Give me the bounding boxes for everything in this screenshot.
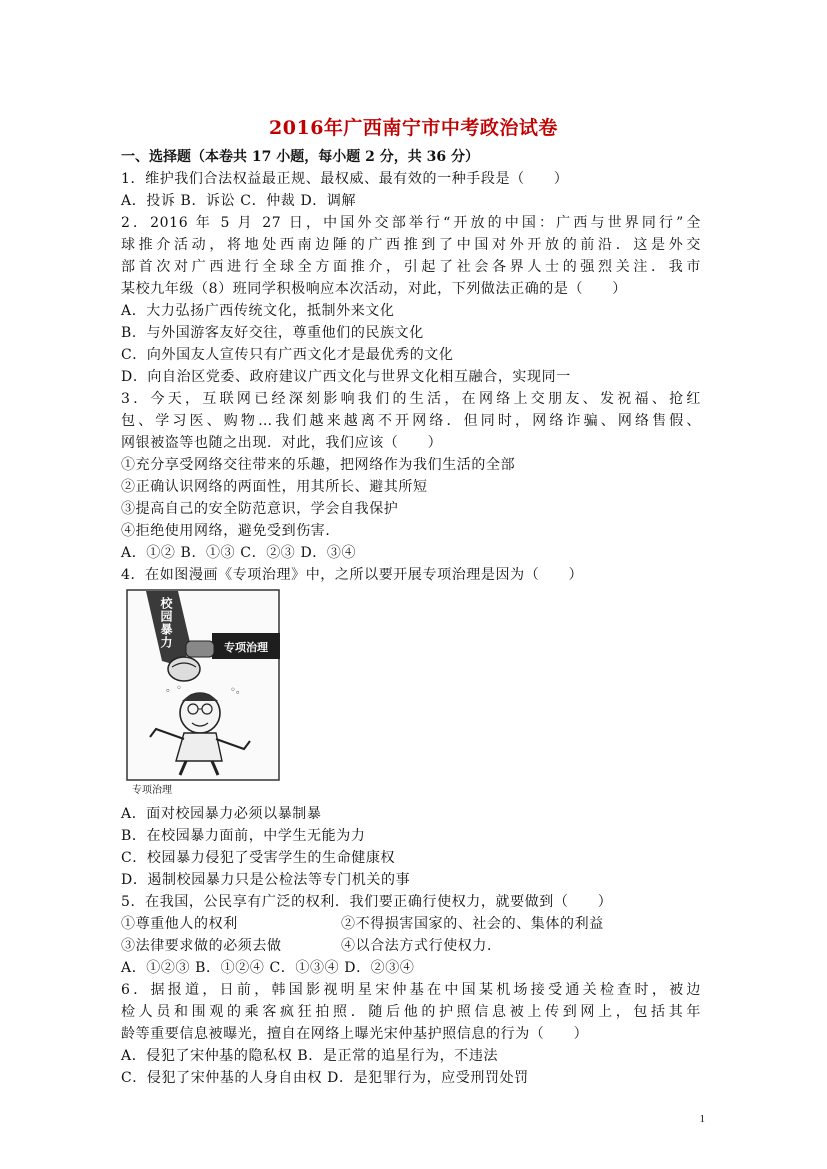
page-number: 1 xyxy=(699,1113,705,1125)
cartoon-image xyxy=(126,589,280,797)
question-2-option-d: D．向自治区党委、政府建议广西文化与世界文化相互融合，实现同一 xyxy=(121,369,571,385)
question-1-options: A．投诉 B．诉讼 C．仲裁 D．调解 xyxy=(121,193,357,209)
question-2-line: 球推介活动，将地处西南边陲的广西推到了中国对外开放的前沿．这是外交 xyxy=(121,237,701,253)
question-3-line: 网银被盗等也随之出现．对此，我们应该（ ） xyxy=(121,435,443,451)
question-5-options: A．①②③ B．①②④ C．①③④ D．②③④ xyxy=(121,960,415,976)
question-3-line: 3．今天，互联网已经深刻影响我们的生活，在网络上交朋友、发祝福、抢红 xyxy=(121,391,701,407)
question-2-line: 某校九年级（8）班同学积极响应本次活动，对此，下列做法正确的是（ ） xyxy=(121,281,627,297)
question-2-line: 2．2016 年 5 月 27 日，中国外交部举行“开放的中国：广西与世界同行”全 xyxy=(121,215,701,231)
page-title: 2016年广西南宁市中考政治试卷 xyxy=(269,117,558,139)
question-6-line: 6．据报道，日前，韩国影视明星宋仲基在中国某机场接受通关检查时，被边 xyxy=(121,982,701,998)
question-5-item: ③法律要求做的必须去做 xyxy=(121,938,282,954)
question-4-option-b: B．在校园暴力面前，中学生无能为力 xyxy=(121,828,366,844)
question-6-line: 龄等重要信息被曝光，擅自在网络上曝光宋仲基护照信息的行为（ ） xyxy=(121,1026,589,1042)
question-3-item: ④拒绝使用网络，避免受到伤害． xyxy=(121,523,340,539)
question-2-option-b: B．与外国游客友好交往，尊重他们的民族文化 xyxy=(121,325,424,341)
question-3-line: 包、学习医、购物…我们越来越离不开网络．但同时，网络诈骗、网络售假、 xyxy=(121,413,701,429)
cartoon-sign-text: 专项治理 xyxy=(224,641,268,654)
question-6-line: 检人员和围观的乘客疯狂拍照．随后他的护照信息被上传到网上，包括其年 xyxy=(121,1004,701,1020)
question-6-options: C．侵犯了宋仲基的人身自由权 D．是犯罪行为，应受刑罚处罚 xyxy=(121,1070,529,1086)
question-2-line: 部首次对广西进行全球全方面推介，引起了社会各界人士的强烈关注．我市 xyxy=(121,259,701,275)
question-5-items-row xyxy=(121,935,701,957)
question-5-items-row xyxy=(121,913,701,935)
question-5-item: ④以合法方式行使权力． xyxy=(341,938,502,954)
question-3-item: ③提高自己的安全防范意识，学会自我保护 xyxy=(121,501,399,517)
question-2-option-c: C．向外国友人宣传只有广西文化才是最优秀的文化 xyxy=(121,347,454,363)
question-3-item: ①充分享受网络交往带来的乐趣，把网络作为我们生活的全部 xyxy=(121,457,516,473)
question-5-item: ②不得损害国家的、社会的、集体的利益 xyxy=(341,916,604,932)
question-6-options: A．侵犯了宋仲基的隐私权 B．是正常的追星行为，不违法 xyxy=(121,1048,499,1064)
question-4-option-c: C．校园暴力侵犯了受害学生的生命健康权 xyxy=(121,850,396,866)
svg-text:◦。: ◦。 xyxy=(230,685,246,696)
svg-text:。◦: 。◦ xyxy=(166,683,182,694)
svg-text:校园暴力: 校园暴力 xyxy=(159,597,173,649)
question-4-option-a: A．面对校园暴力必须以暴制暴 xyxy=(121,806,322,822)
cartoon-arm-label xyxy=(159,596,173,649)
question-3-options: A．①② B．①③ C．②③ D．③④ xyxy=(121,545,357,561)
question-4-stem: 4．在如图漫画《专项治理》中，之所以要开展专项治理是因为（ ） xyxy=(121,567,584,583)
exam-content xyxy=(121,147,701,1089)
question-2-option-a: A．大力弘扬广西传统文化，抵制外来文化 xyxy=(121,303,395,319)
question-4-option-d: D．遏制校园暴力只是公检法等专门机关的事 xyxy=(121,872,411,888)
question-5-item: ①尊重他人的权利 xyxy=(121,916,238,932)
cartoon-caption: 专项治理 xyxy=(132,785,172,796)
question-1-stem: 1．维护我们合法权益最正规、最权威、最有效的一种手段是（ ） xyxy=(121,171,569,187)
question-3-item: ②正确认识网络的两面性，用其所长、避其所短 xyxy=(121,479,428,495)
section-heading: 一、选择题（本卷共 17 小题，每小题 2 分，共 36 分） xyxy=(121,149,479,165)
question-5-stem: 5．在我国，公民享有广泛的权利．我们要正确行使权力，就要做到（ ） xyxy=(121,894,613,910)
